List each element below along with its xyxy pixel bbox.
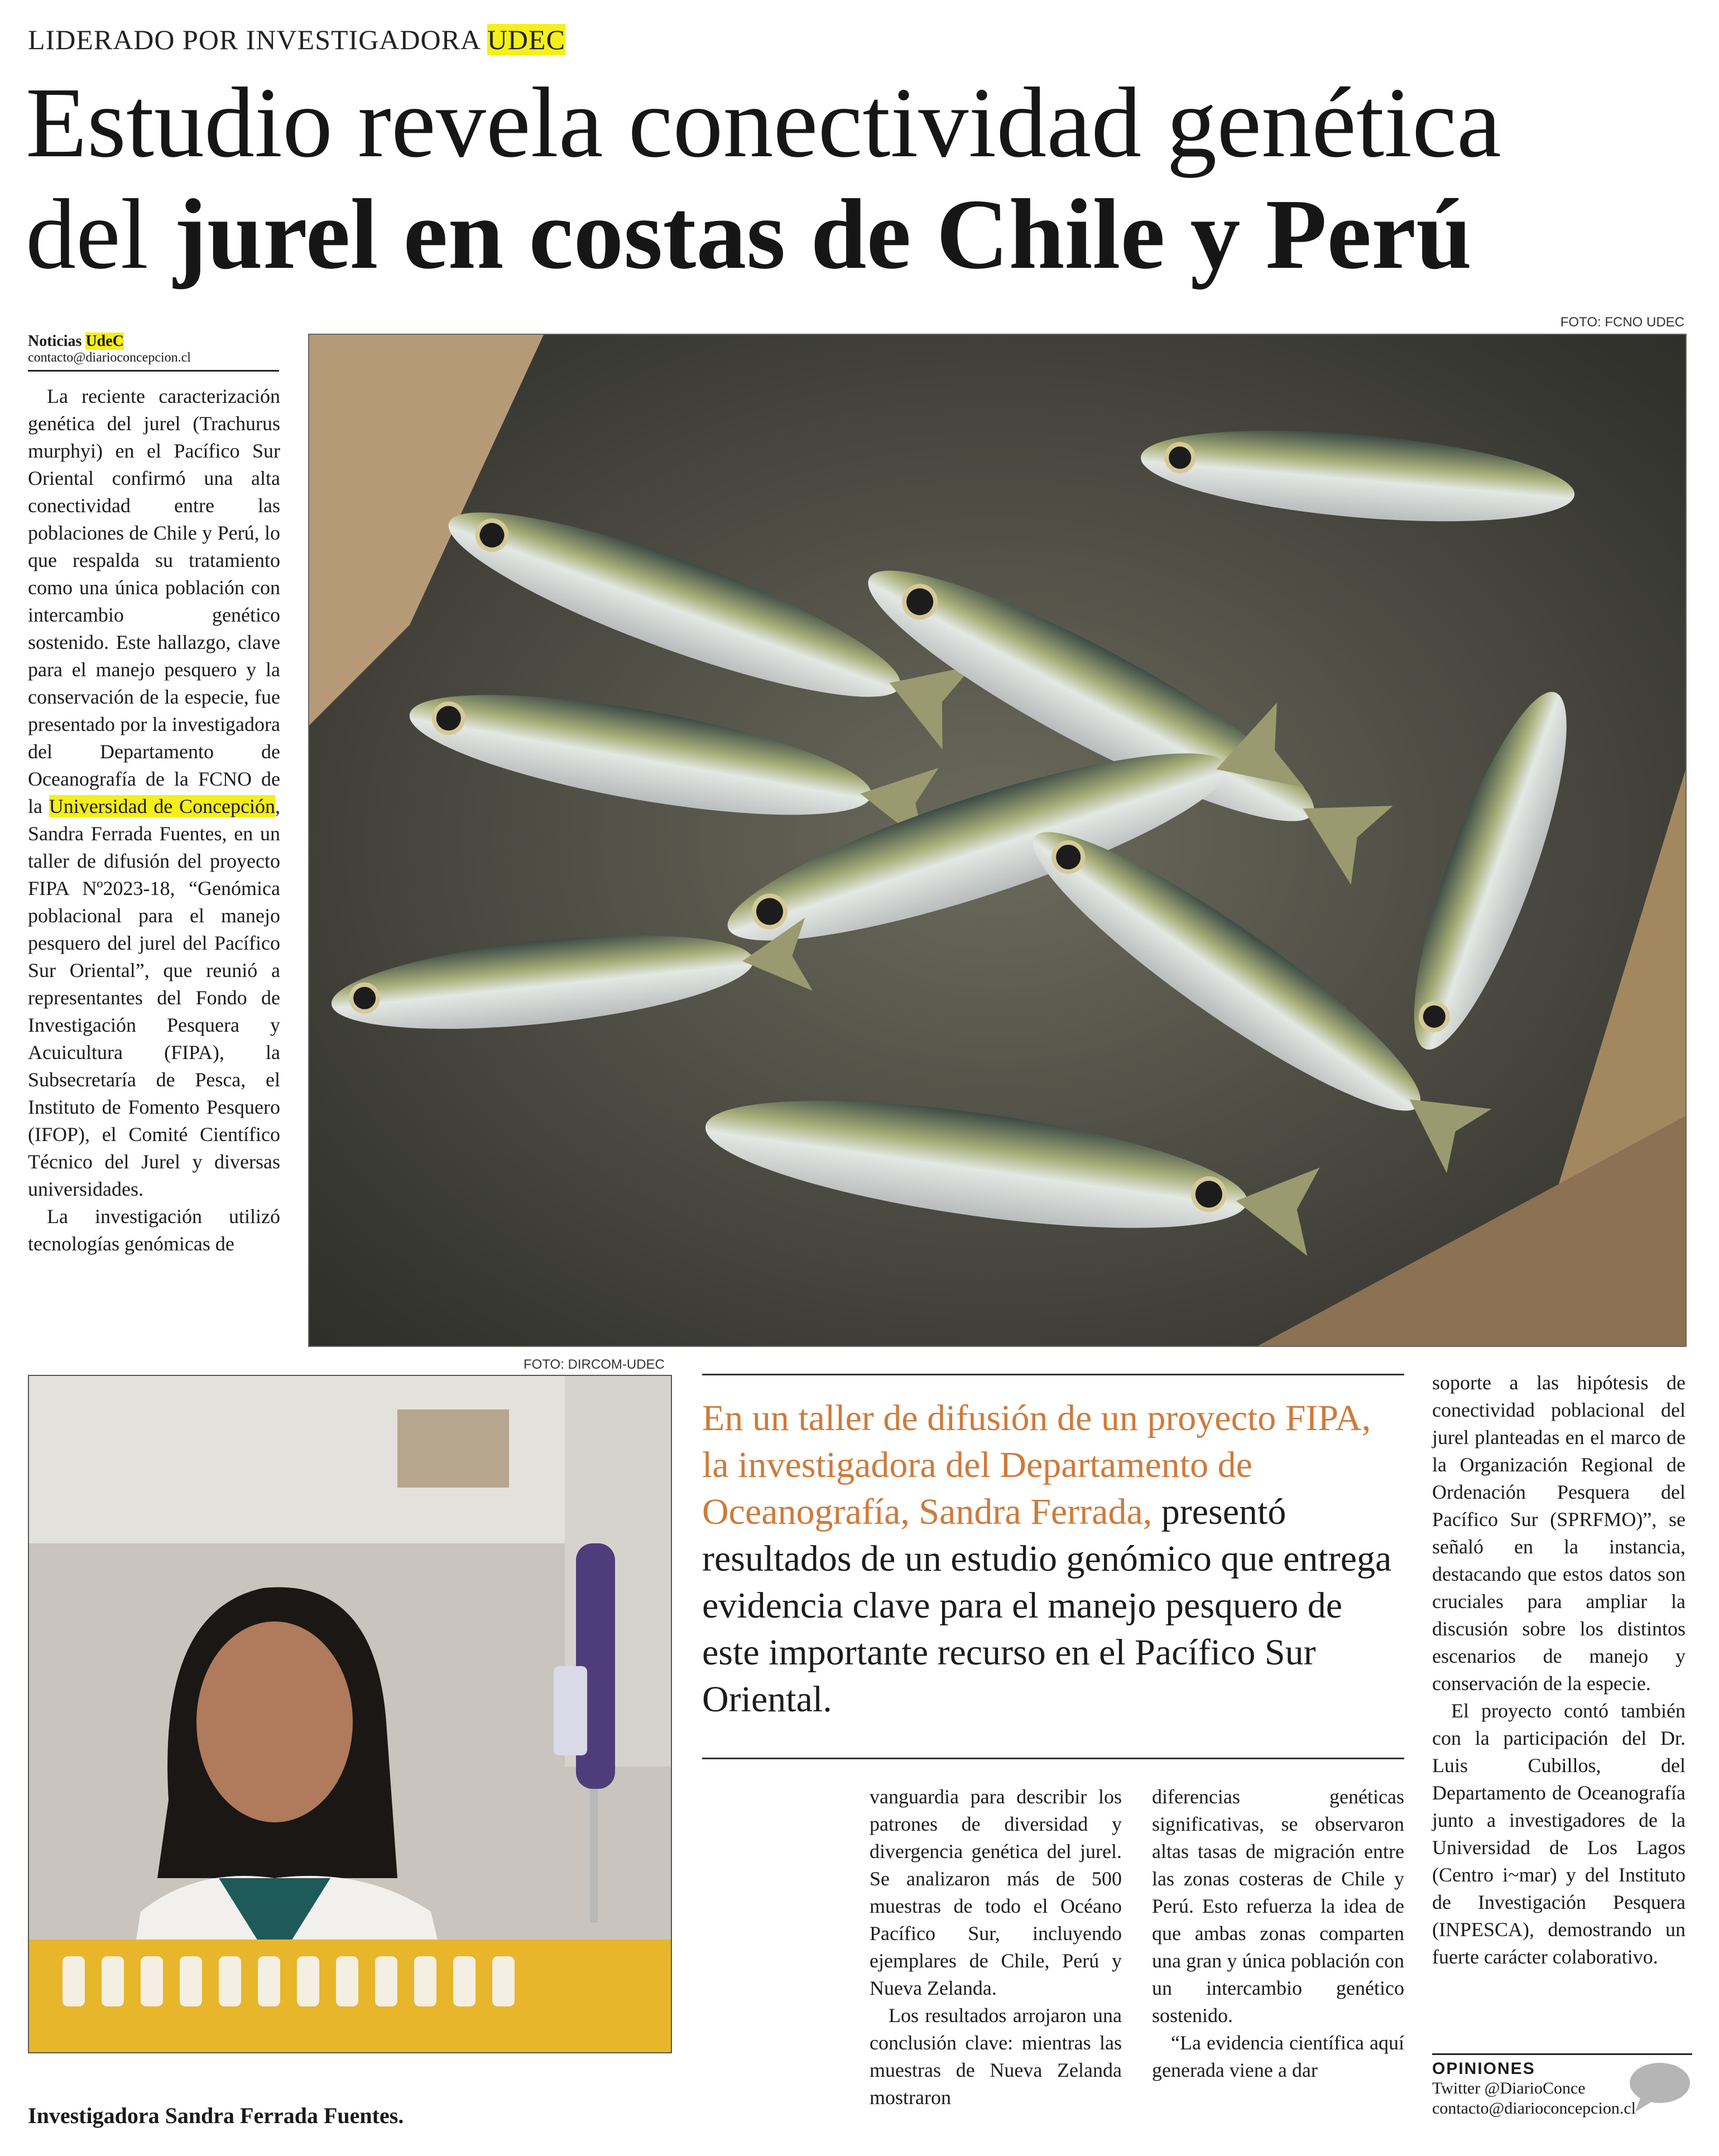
pull-quote-orange: En un taller de difusión de un proyecto FIPA, la investigadora del Departamento de Oceanografía, Sandra Ferrada, — [702, 1398, 1371, 1532]
headline-line-2-plain: del — [26, 179, 174, 290]
fish-photo — [308, 334, 1687, 1347]
article-column-4 — [1432, 1369, 1686, 1971]
portrait-photo-credit: FOTO: DIRCOM-UDEC — [524, 1357, 665, 1372]
opiniones-label: OPINIONES — [1432, 2059, 1535, 2078]
opiniones-twitter[interactable]: Twitter @DiarioConce — [1432, 2079, 1586, 2097]
kicker — [28, 23, 565, 56]
byline-author-highlight: UdeC — [85, 333, 124, 350]
kicker-text: LIDERADO POR INVESTIGADORA — [28, 24, 487, 55]
byline-author — [28, 333, 279, 350]
article-column-2 — [870, 1783, 1122, 2111]
portrait-caption: Investigadora Sandra Ferrada Fuentes. — [28, 2103, 404, 2128]
headline-line-1: Estudio revela conectividad genética — [26, 67, 1501, 178]
fish-illustration — [309, 335, 1686, 1346]
speech-bubble-icon — [1625, 2059, 1692, 2115]
article-paragraph: diferencias genéticas significativas, se observaron altas tasas de migración entre las zonas costeras de Chile y Perú. Esto refuerza la idea de que ambas zonas comparten una gran y única población con un intercambio genético sostenido. — [1152, 1786, 1404, 2027]
headline — [26, 67, 1689, 290]
article-paragraph: El proyecto contó también con la participación del Dr. Luis Cubillos, del Departamento de Oceanografía junto a investigadores de la Universidad de Los Lagos (Centro i~mar) y del Instituto de Investigación Pesquera (INPESCA), demostrando un fuerte carácter colaborativo. — [1432, 1700, 1686, 1968]
byline-author-plain: Noticias — [28, 333, 86, 350]
paragraph-text: , Sandra Ferrada Fuentes, en un taller de difusión del proyecto FIPA Nº2023-18, “Genómica poblacional para el manejo pesquero del jurel del Pacífico Sur Oriental”, que reunió a representantes del Fondo de Investigación Pesquera y Acuicultura (FIPA), la Subsecretaría de Pesca, el Instituto de Fomento Pesquero (IFOP), el Comité Científico Técnico del Jurel y diversas universidades. — [28, 795, 281, 1200]
article-paragraph: “La evidencia científica aquí generada viene a dar — [1152, 2032, 1404, 2081]
pull-quote-top-rule — [702, 1374, 1404, 1375]
article-paragraph: Los resultados arrojaron una conclusión clave: mientras las muestras de Nueva Zelanda mostraron — [870, 2004, 1122, 2109]
highlighted-university: Universidad de Concepción — [49, 795, 276, 817]
opiniones-box — [1432, 2053, 1692, 2119]
pull-quote-dark: presentó resultados de un estudio genómico que entrega evidencia clave para el manejo pesquero de este importante recurso en el Pacífico Sur Oriental. — [702, 1491, 1392, 1720]
article-column-1 — [28, 383, 280, 1258]
byline — [28, 333, 279, 372]
headline-line-2-bold: jurel en costas de Chile y Perú — [173, 179, 1472, 290]
article-paragraph: La investigación utilizó tecnologías genómicas de — [28, 1205, 280, 1255]
pull-quote-bottom-rule — [702, 1758, 1404, 1759]
opiniones-email[interactable]: contacto@diarioconcepcion.cl — [1432, 2099, 1636, 2118]
article-paragraph: vanguardia para describir los patrones de diversidad y divergencia genética del jurel. Se analizaron más de 500 muestras de todo el Océano Pacífico Sur, incluyendo ejemplares de Chile, Perú y Nueva Zelanda. — [870, 1786, 1122, 1999]
paragraph-text: La reciente caracterización genética del jurel (Trachurus murphyi) en el Pacífico Sur Oriental confirmó una alta conectividad entre las poblaciones de Chile y Perú, lo que respalda su tratamiento como una única población con intercambio genético sostenido. Este hallazgo, clave para el manejo pesquero y la conservación de la especie, fue presentado por la investigadora del Departamento de Oceanografía de la FCNO de la — [28, 385, 280, 817]
article-paragraph — [28, 383, 280, 1203]
fish-photo-credit: FOTO: FCNO UDEC — [1560, 315, 1684, 330]
pull-quote — [702, 1395, 1404, 1723]
headline-line-2 — [26, 179, 1689, 290]
portrait-photo — [28, 1375, 672, 2053]
kicker-highlight: UDEC — [487, 24, 565, 55]
article-paragraph: soporte a las hipótesis de conectividad poblacional del jurel planteadas en el marco de la Organización Regional de Ordenación Pesquera del Pacífico Sur (SPRFMO)”, se señaló en la instancia, destacando que estos datos son cruciales para ampliar la discusión sobre los distintos escenarios de manejo y conservación de la especie. — [1432, 1371, 1686, 1695]
article-column-3 — [1152, 1783, 1404, 2084]
byline-email: contacto@diarioconcepcion.cl — [28, 350, 191, 365]
researcher-illustration — [29, 1376, 671, 2052]
